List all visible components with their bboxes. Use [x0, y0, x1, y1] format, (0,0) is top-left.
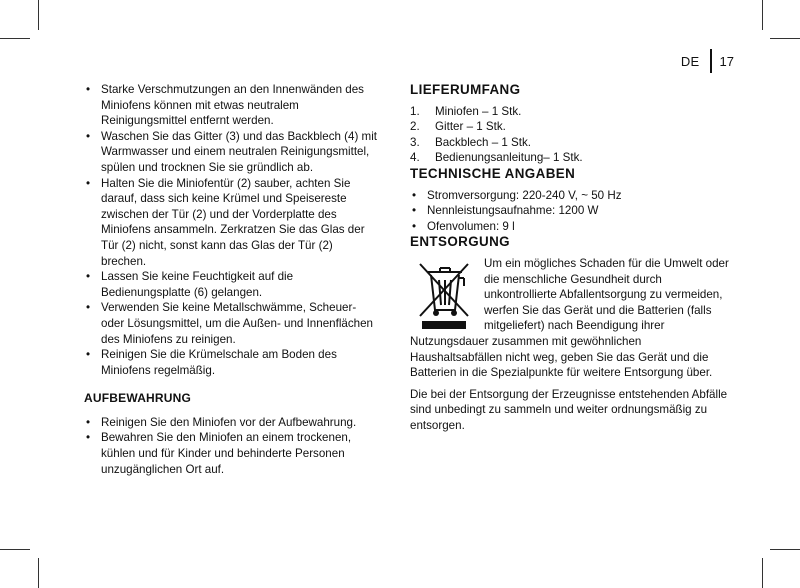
- disposal-heading: ENTSORGUNG: [410, 234, 510, 250]
- page-number: 17: [719, 53, 734, 69]
- disposal-section: [410, 256, 732, 434]
- list-item: • Waschen Sie das Gitter (3) und das Backblech (4) mit Warmwasser und einem neutralen Reinigungsmittel, spülen und trocknen Sie sie gründlich ab.: [84, 129, 380, 176]
- crop-mark: [38, 558, 39, 588]
- crop-mark: [770, 549, 800, 550]
- list-item: • Stromversorgung: 220-240 V, ~ 50 Hz: [410, 188, 732, 204]
- list-item: • Halten Sie die Miniofentür (2) sauber, achten Sie darauf, dass sich keine Krümel und Speisereste zwischen der Tür (2) und der Vorderplatte des Miniofens ansammeln. Zerkratzen Sie das Glas der Tür (2) nicht, sonst kann das Glas der Tür (2) brechen.: [84, 176, 380, 270]
- storage-heading: AUFBEWAHRUNG: [84, 391, 192, 406]
- crop-mark: [770, 38, 800, 39]
- list-item: • Reinigen Sie die Krümelschale am Boden des Miniofens regelmäßig.: [84, 347, 380, 378]
- tech-list: [410, 188, 732, 235]
- page-header: [681, 49, 734, 73]
- list-item: 4. Bedienungsanleitung– 1 Stk.: [410, 151, 583, 165]
- crossed-out-wheelie-bin-icon: [414, 258, 474, 330]
- list-item: • Verwenden Sie keine Metallschwämme, Scheuer- oder Lösungsmittel, um die Außen- und Innenflächen des Miniofens zu reinigen.: [84, 300, 380, 347]
- scope-list: [410, 104, 732, 166]
- list-item: • Lassen Sie keine Feuchtigkeit auf die Bedienungsplatte (6) gelangen.: [84, 269, 380, 300]
- list-item: • Nennleistungsaufnahme: 1200 W: [410, 203, 732, 219]
- header-divider: [710, 49, 712, 73]
- left-column: [84, 82, 380, 477]
- crop-mark: [0, 38, 30, 39]
- crop-mark: [38, 0, 39, 30]
- list-item: • Bewahren Sie den Miniofen an einem trockenen, kühlen und für Kinder und behinderte Personen unzugänglichen Ort auf.: [84, 430, 380, 477]
- disposal-paragraph-2: Die bei der Entsorgung der Erzeugnisse entstehenden Abfälle sind unbedingt zu sammeln und weiter ordnungsmäßig zu entsorgen.: [410, 387, 728, 432]
- scope-heading: LIEFERUMFANG: [410, 82, 521, 97]
- right-column: [410, 82, 732, 433]
- disposal-paragraph: Um ein mögliches Schaden für die Umwelt oder die menschliche Gesundheit durch unkontrollierte Abfallentsorgung zu vermeiden, werfen Sie das Gerät und die Batterien (falls mitgeliefert) nach Beendigung ihrer Nutzungsdauer zusammen mit gewöhnlichen Haushaltsabfällen nicht weg, geben Sie das Gerät und die Batterien in die Spezialpunkte für weitere Entsorgung über.: [410, 256, 729, 380]
- list-item: 3. Backblech – 1 Stk.: [410, 135, 532, 149]
- list-item: • Reinigen Sie den Miniofen vor der Aufbewahrung.: [84, 415, 380, 431]
- storage-list: [84, 415, 380, 477]
- crop-mark: [762, 558, 763, 588]
- language-code: DE: [680, 53, 700, 69]
- list-item: • Starke Verschmutzungen an den Innenwänden des Miniofens können mit etwas neutralem Reinigungsmittel entfernt werden.: [84, 82, 380, 129]
- crop-mark: [0, 549, 30, 550]
- tech-heading: TECHNISCHE ANGABEN: [410, 165, 576, 181]
- list-item: 1. Miniofen – 1 Stk.: [410, 104, 522, 118]
- list-item: 2. Gitter – 1 Stk.: [410, 120, 506, 134]
- crop-mark: [762, 0, 763, 30]
- list-item: • Ofenvolumen: 9 l: [410, 219, 732, 235]
- cleaning-list: [84, 82, 380, 378]
